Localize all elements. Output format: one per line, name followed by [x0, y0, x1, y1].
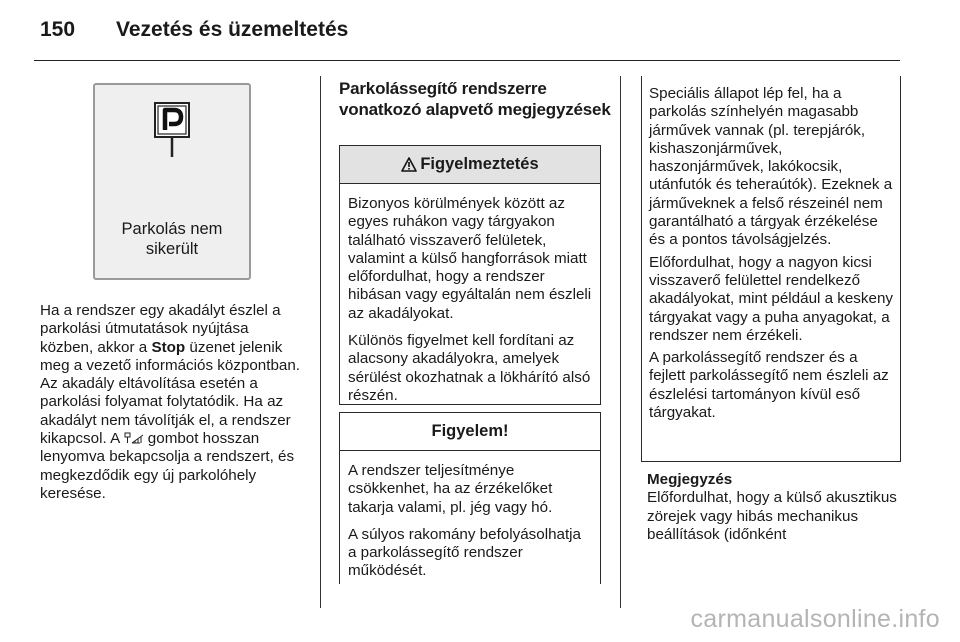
watermark: carmanualsonline.info [690, 605, 940, 633]
warning-body [340, 184, 600, 405]
note-label: Megjegyzés [647, 471, 733, 488]
continued-warning-body [642, 76, 900, 422]
header-divider [34, 60, 900, 61]
continued-paragraph: Előfordulhat, hogy a nagyon kicsi visszaverő felülettel rendelkező akadályokat, mint például a keskeny tárgyakat vagy a puha anyagokat, a rendszer nem érzékeli. [649, 253, 893, 344]
caution-body [340, 451, 600, 581]
parking-assist-button-icon [124, 432, 144, 444]
caution-title: Figyelem! [431, 422, 509, 440]
warning-paragraph: Bizonyos körülmények között az egyes ruhákon vagy tárgyakon található visszaverő felületek, valamint a külső hangforrások miatt előfordulhat, hogy a rendszer hibásan vagy egyáltalán nem észleli az akadályokat. [348, 195, 592, 322]
continued-paragraph: Speciális állapot lép fel, ha a parkolás színhelyén magasabb járművek vannak (pl. terepjárók, kishaszonjárművek, haszonjárművek, lakókocsik, utánfutók és teheraútók). Ezeknek a járműveknek a felső részeinél nem garantálható a tárgyak érzékelése és a pontos távolságjelzés. [649, 85, 893, 249]
display-caption [95, 219, 249, 259]
warning-box [339, 145, 601, 405]
column1-text [40, 302, 302, 503]
warning-triangle-icon [401, 157, 417, 172]
column-divider-right [620, 76, 621, 608]
warning-header [340, 146, 600, 184]
note-text: Előfordulhat, hogy a külső akusztikus zörejek vagy hibás mechanikus beállítások (időnként [647, 489, 897, 543]
section-heading: Parkolássegítő rendszerre vonatkozó alapvető megjegyzések [339, 79, 611, 119]
warning-title: Figyelmeztetés [420, 155, 539, 173]
page-number: 150 [40, 18, 76, 41]
warning-paragraph: Különös figyelmet kell fordítani az alacsony akadályokra, amelyek sérülést okozhatnak a lökhárító alsó részén. [348, 332, 591, 404]
continued-warning-box [641, 76, 901, 462]
caution-header [340, 413, 600, 451]
caution-paragraph: A rendszer teljesítménye csökkenhet, ha az érzékelőket takarja valami, pl. jég vagy hó. [348, 462, 553, 516]
display-figure [93, 83, 251, 280]
stop-word: Stop [151, 338, 186, 356]
parking-p-sign-icon [153, 101, 191, 173]
column-divider-left [320, 76, 321, 608]
caution-box [339, 412, 601, 584]
page-header [0, 0, 960, 62]
column1-paragraph: Ha a rendszer egy akadályt észlel a parkolási útmutatások nyújtása közben, akkor a Stop üzenet jelenik meg a vezető információs központban. Az akadály eltávolítása esetén a parkolási folyamat folytatódik. Ha az akadályt nem távolítják el, a rendszer kikapcsol. A gombot hosszan lenyomva bekapcsolja a rendszert, és megkezdődik egy új parkolóhely keresése. [40, 302, 301, 502]
continued-paragraph: A parkolássegítő rendszer és a fejlett parkolássegítő nem észleli az észlelési tartományon kívül eső tárgyakat. [649, 349, 889, 422]
display-caption-line2: sikerült [145, 240, 199, 258]
display-caption-line1: Parkolás nem [121, 220, 223, 238]
note-section [647, 471, 899, 544]
section-title: Vezetés és üzemeltetés [116, 18, 349, 41]
caution-paragraph: A súlyos rakomány befolyásolhatja a parkolássegítő rendszer működését. [348, 525, 582, 580]
